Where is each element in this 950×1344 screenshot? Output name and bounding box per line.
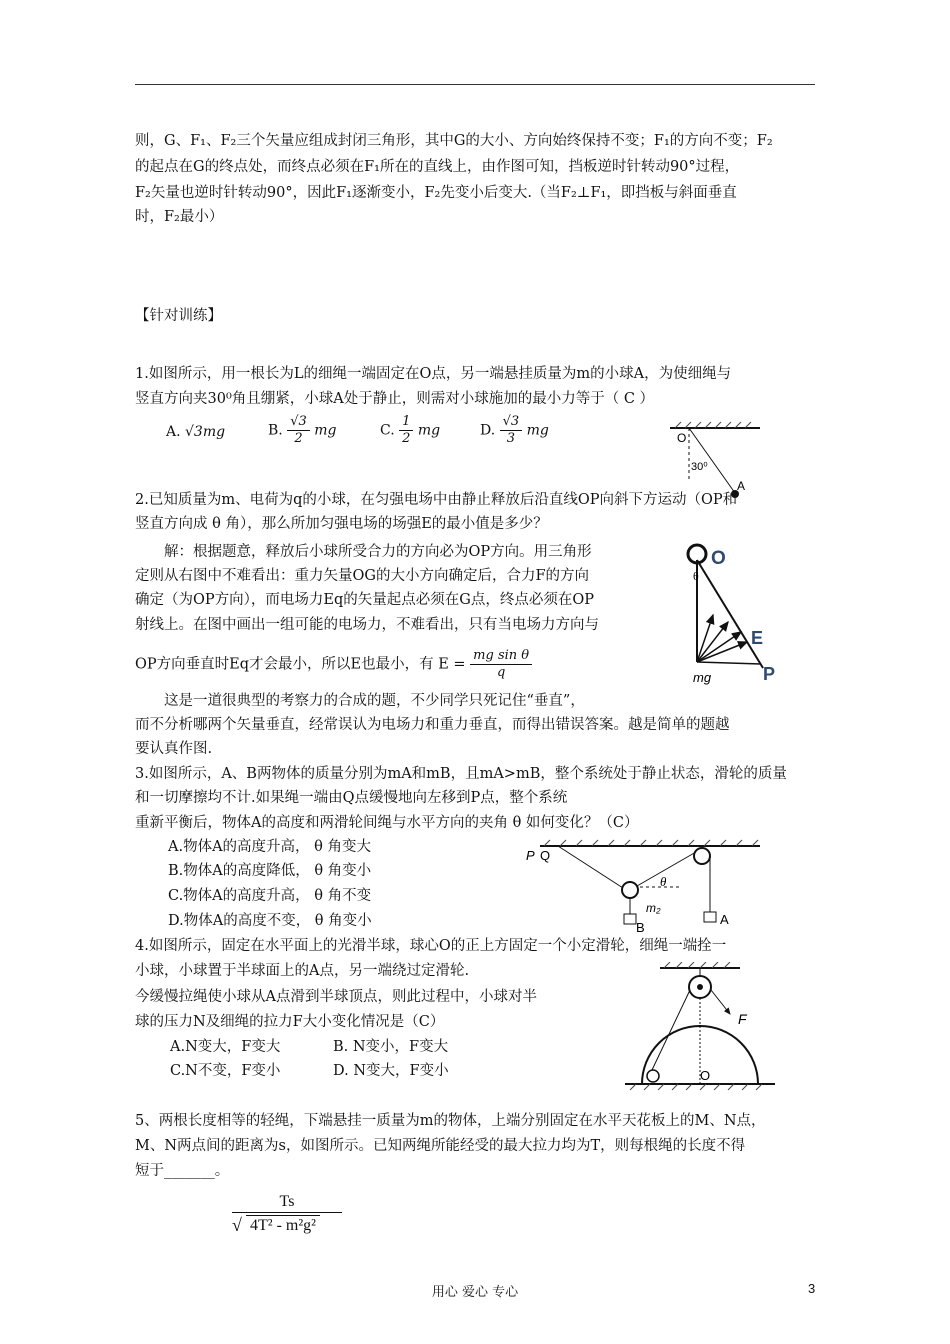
q1-option-a: A. √3mg bbox=[166, 424, 226, 440]
q2-label-theta: θ bbox=[693, 569, 699, 583]
q5-answer-numerator: Ts bbox=[279, 1193, 295, 1210]
q4-label-o: O bbox=[700, 1068, 711, 1083]
q2-label-mg: mg bbox=[693, 670, 712, 685]
q4-line-4: 球的压力N及细绳的拉力F大小变化情况是（C） bbox=[135, 1014, 445, 1030]
intro-line-4: 时，F₂最小） bbox=[135, 209, 224, 225]
q2-solution-5: OP方向垂直时Eq才会最小，所以E也最小，有 E = $\frac{\text{mg sin θ}}{q}$ bbox=[135, 648, 532, 681]
page-footer: 用心 爱心 专心 bbox=[431, 1285, 519, 1300]
q3-label-p: P bbox=[526, 848, 535, 863]
q2-label-e: E bbox=[751, 628, 764, 648]
q1-label-o: O bbox=[677, 431, 687, 445]
q2-line-2: 竖直方向成 θ 角），那么所加匀强电场的场强E的最小值是多少？ bbox=[135, 516, 548, 532]
q1-line-2: 竖直方向夹30⁰角且绷紧，小球A处于静止，则需对小球施加的最小力等于（ C ） bbox=[135, 391, 655, 407]
q4-option-c: C.N不变，F变小 bbox=[170, 1063, 281, 1079]
q4-figure bbox=[620, 962, 780, 1097]
q2-comment-3: 要认真作图. bbox=[135, 741, 213, 757]
q4-line-3: 今缓慢拉绳使小球从A点滑到半球顶点，则此过程中，小球对半 bbox=[135, 989, 537, 1005]
q5-answer-denominator-wrap bbox=[232, 1212, 342, 1237]
q4-option-d: D. N变大，F变小 bbox=[333, 1063, 449, 1079]
q5-line-3: 短于_______。 bbox=[135, 1163, 230, 1179]
q3-label-q: Q bbox=[540, 848, 551, 863]
intro-line-2: 的起点在G的终点处，而终点必须在F₁所在的直线上，由作图可知，挡板逆时针转动90°过程， bbox=[135, 159, 740, 175]
page-number: 3 bbox=[808, 1281, 816, 1296]
q3-option-b: B.物体A的高度降低， θ 角变小 bbox=[168, 863, 372, 879]
q4-line-1: 4.如图所示，固定在水平面上的光滑半球，球心O的正上方固定一个小定滑轮，细绳一端拴一 bbox=[135, 938, 727, 954]
intro-line-1: 则，G、F₁、F₂三个矢量应组成封闭三角形，其中G的大小、方向始终保持不变；F₁的方向不变；F₂ bbox=[135, 133, 773, 149]
q1-label-a: A bbox=[737, 479, 746, 493]
q2-line-1: 2.已知质量为m、电荷为q的小球，在匀强电场中由静止释放后沿直线OP向斜下方运动（OP和 bbox=[135, 492, 738, 508]
q4-line-2: 小球，小球置于半球面上的A点，另一端绕过定滑轮. bbox=[135, 963, 470, 979]
header-rule bbox=[135, 84, 815, 85]
intro-line-3: F₂矢量也逆时针转动90°，因此F₁逐渐变小，F₂先变小后变大.（当F₂⊥F₁，即挡板与斜面垂直 bbox=[135, 185, 737, 201]
q3-line-1: 3.如图所示，A、B两物体的质量分别为mA和mB，且mA>mB，整个系统处于静止状态，滑轮的质量 bbox=[135, 766, 787, 782]
q1-option-d: D. $\frac{√3}{3}$ mg bbox=[480, 414, 549, 446]
q4-label-f: F bbox=[738, 1011, 747, 1027]
q3-label-theta: θ bbox=[660, 874, 667, 889]
section-title: 【针对训练】 bbox=[135, 308, 222, 324]
q1-option-c: C. $\frac{1}{2}$ mg bbox=[380, 414, 441, 446]
q5-answer-formula bbox=[232, 1192, 342, 1237]
q2-figure bbox=[683, 540, 793, 685]
q2-solution-3: 确定（为OP方向），而电场力Eq的矢量起点必须在G点，终点必须在OP bbox=[135, 592, 594, 608]
q3-label-m2: m₂ bbox=[646, 901, 661, 915]
q1-option-b: B. $\frac{√3}{2}$ mg bbox=[268, 414, 337, 446]
q3-label-a: A bbox=[720, 912, 729, 927]
q1-label-angle: 30⁰ bbox=[691, 461, 708, 473]
q3-option-a: A.物体A的高度升高， θ 角变大 bbox=[168, 839, 371, 855]
q2-label-o: O bbox=[711, 548, 726, 569]
q3-line-2: 和一切摩擦均不计.如果绳一端由Q点缓慢地向左移到P点，整个系统 bbox=[135, 790, 568, 806]
q3-line-3: 重新平衡后，物体A的高度和两滑轮间绳与水平方向的夹角 θ 如何变化？（C） bbox=[135, 815, 639, 831]
sqrt-icon: √ bbox=[232, 1215, 242, 1235]
q2-solution-1: 解：根据题意，释放后小球所受合力的方向必为OP方向。用三角形 bbox=[164, 544, 592, 560]
q4-option-b: B. N变小，F变大 bbox=[333, 1039, 449, 1055]
q3-figure bbox=[520, 838, 770, 938]
q1-line-1: 1.如图所示，用一根长为L的细绳一端固定在O点，另一端悬挂质量为m的小球A，为使细绳与 bbox=[135, 366, 732, 382]
q4-option-a: A.N变大，F变大 bbox=[170, 1039, 281, 1055]
q2-comment-1: 这是一道很典型的考察力的合成的题，不少同学只死记住“垂直”， bbox=[164, 693, 585, 709]
q2-solution-2: 定则从右图中不难看出：重力矢量OG的大小方向确定后，合力F的方向 bbox=[135, 568, 590, 584]
q5-line-1: 5、两根长度相等的轻绳，下端悬挂一质量为m的物体，上端分别固定在水平天花板上的M、N点， bbox=[135, 1113, 766, 1129]
q3-option-d: D.物体A的高度不变， θ 角变小 bbox=[168, 913, 372, 929]
q2-comment-2: 而不分析哪两个矢量垂直，经常误认为电场力和重力垂直，而得出错误答案。越是简单的题越 bbox=[135, 717, 730, 733]
q3-label-b: B bbox=[636, 920, 645, 935]
q2-solution-4: 射线上。在图中画出一组可能的电场力，不难看出，只有当电场力方向与 bbox=[135, 617, 599, 633]
q5-answer-denominator: 4T² - m²g² bbox=[246, 1215, 320, 1236]
q3-option-c: C.物体A的高度升高， θ 角不变 bbox=[168, 888, 372, 904]
q5-line-2: M、N两点间的距离为s，如图所示。已知两绳所能经受的最大拉力均为T，则每根绳的长度不得 bbox=[135, 1138, 746, 1154]
q2-label-p: P bbox=[763, 664, 776, 684]
